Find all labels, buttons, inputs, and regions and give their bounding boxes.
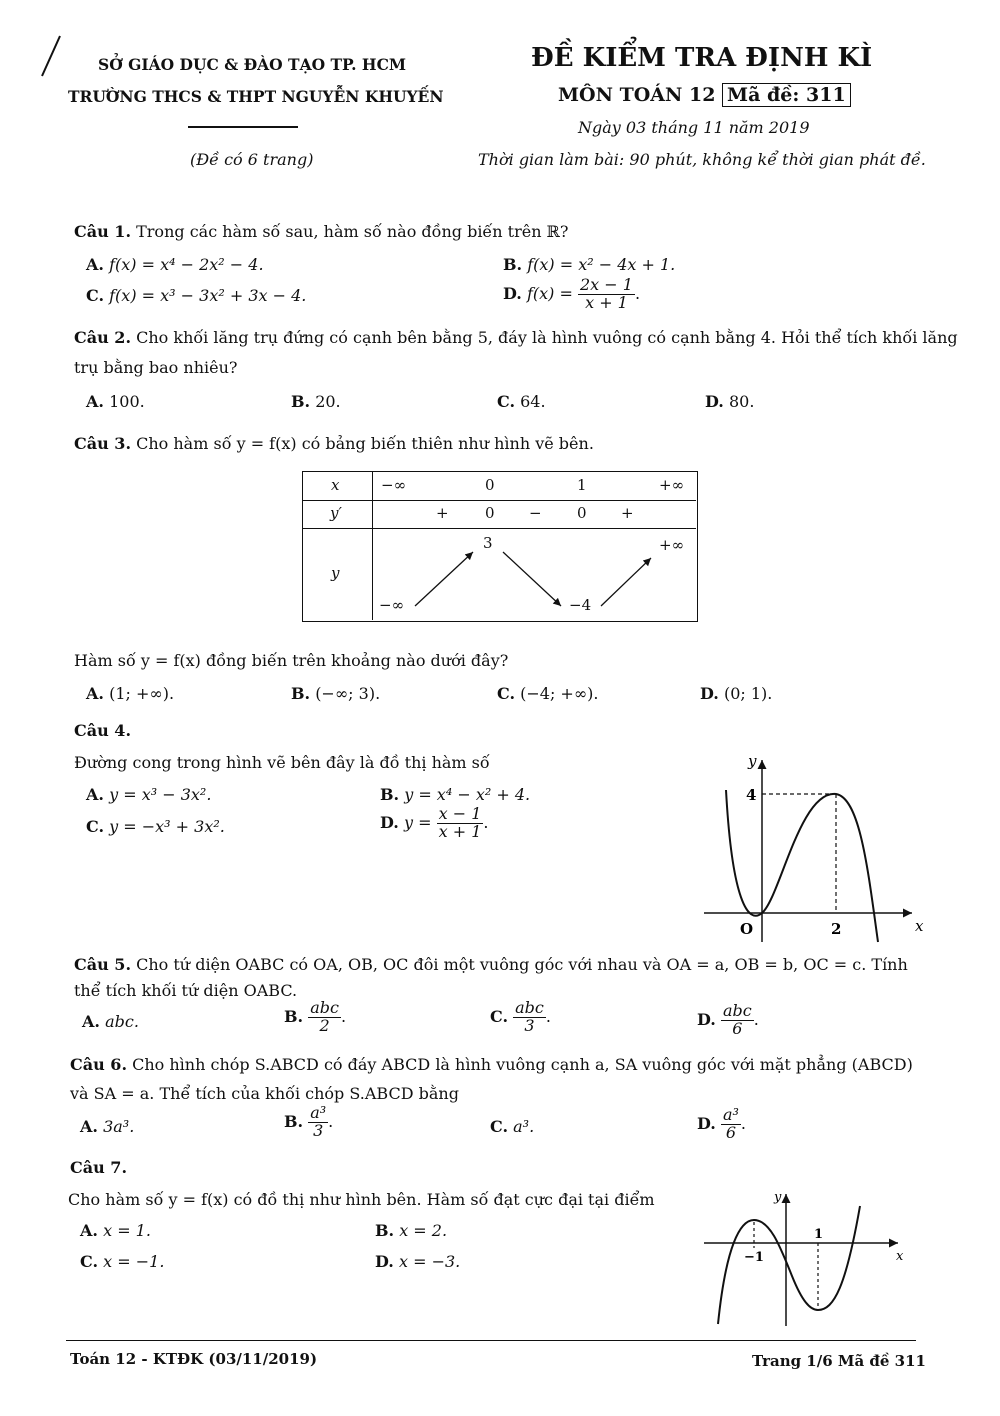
option-value: f(x) = x⁴ − 2x² − 4. <box>109 255 264 274</box>
header-divider <box>188 126 298 128</box>
sign-value: + <box>621 504 634 522</box>
question-7-label: Câu 7. <box>70 1158 128 1177</box>
q3-option-d: D. (0; 1). <box>700 684 773 703</box>
option-value: f(x) = x² − 4x + 1. <box>527 255 676 274</box>
y-value: −4 <box>569 596 592 614</box>
department-name: SỞ GIÁO DỤC & ĐÀO TẠO TP. HCM <box>98 55 407 74</box>
x-value: 0 <box>485 476 495 494</box>
x-value: +∞ <box>659 476 685 494</box>
question-text: Trong các hàm số sau, hàm số nào đồng biến trên ℝ? <box>136 222 569 241</box>
footer-left: Toán 12 - KTĐK (03/11/2019) <box>70 1350 318 1368</box>
y-value: 3 <box>483 534 493 552</box>
q4-option-b: B. y = x⁴ − x² + 4. <box>380 785 531 804</box>
x-value: 1 <box>577 476 587 494</box>
q4-option-c: C. y = −x³ + 3x². <box>86 817 225 836</box>
exam-date: Ngày 03 tháng 11 năm 2019 <box>578 118 810 137</box>
question-5 <box>74 955 908 974</box>
option-letter: D. <box>503 283 522 303</box>
table-yprime-label: y′ <box>330 504 342 522</box>
question-6 <box>70 1055 913 1074</box>
q5-option-d: D. $\frac{\text{abc}}{6}$ . <box>697 1001 759 1038</box>
fraction: $\frac{2x - 1}{x + 1}$ <box>579 275 633 312</box>
graph-tick-y: 4 <box>746 786 757 804</box>
school-name: TRƯỜNG THCS & THPT NGUYỄN KHUYẾN <box>68 87 444 106</box>
option-value: f(x) = x³ − 3x² + 3x − 4. <box>109 286 307 305</box>
exam-code-box: Mã đề: 311 <box>722 83 851 107</box>
pen-mark <box>36 34 66 80</box>
graph-tick-neg: −1 <box>744 1250 764 1265</box>
table-x-label: x <box>331 476 340 494</box>
q2-option-b: B. 20. <box>291 392 341 411</box>
q1-option-b <box>503 255 675 274</box>
graph-tick-x: 2 <box>831 920 842 938</box>
q6-option-a: A. 3a³. <box>80 1117 135 1136</box>
question-text: Cho hàm số y = f(x) có đồ thị như hình bên. Hàm số đạt cực đại tại điểm <box>68 1190 655 1209</box>
graph-tick-pos: 1 <box>814 1227 824 1242</box>
option-letter: B. <box>503 255 523 274</box>
variation-arrows <box>303 528 696 620</box>
graph-x-label: x <box>915 917 924 935</box>
q7-option-a: A. x = 1. <box>80 1221 151 1240</box>
option-letter: A. <box>86 255 104 274</box>
question-label: Câu 2. <box>74 328 132 347</box>
q3-question: Hàm số y = f(x) đồng biến trên khoảng nào dưới đây? <box>74 651 509 670</box>
graph-y-label: y <box>748 752 757 770</box>
q6-option-c: C. a³. <box>490 1117 535 1136</box>
graph-origin-label: O <box>740 920 754 938</box>
question-text-cont: trụ bằng bao nhiêu? <box>74 358 238 377</box>
q3-option-c: C. (−4; +∞). <box>497 684 599 703</box>
subject-label: MÔN TOÁN 12 <box>558 84 716 106</box>
question-text: Cho hàm số y = f(x) có bảng biến thiên như hình vẽ bên. <box>136 434 594 453</box>
question-1 <box>74 222 568 241</box>
q5-option-a: A. abc. <box>82 1012 139 1031</box>
y-value: +∞ <box>659 536 685 554</box>
graph-y-label: y <box>774 1190 782 1205</box>
question-text-cont: và SA = a. Thể tích của khối chóp S.ABCD bằng <box>70 1084 459 1103</box>
q1-option-c <box>86 286 306 305</box>
q4-option-a: A. y = x³ − 3x². <box>86 785 212 804</box>
q7-graph <box>700 1186 915 1331</box>
q4-graph <box>700 750 930 950</box>
sign-value: 0 <box>577 504 587 522</box>
q3-option-a: A. (1; +∞). <box>86 684 175 703</box>
pages-note: (Đề có 6 trang) <box>190 150 314 169</box>
question-label: Câu 6. <box>70 1055 128 1074</box>
q5-option-c: C. $\frac{\text{abc}}{3}$ . <box>490 998 551 1035</box>
option-letter: C. <box>86 286 105 305</box>
q2-option-d: D. 80. <box>705 392 755 411</box>
question-text: Cho tứ diện OABC có OA, OB, OC đôi một vuông góc với nhau và OA = a, OB = b, OC = c. Tính <box>136 955 908 974</box>
q3-option-b: B. (−∞; 3). <box>291 684 381 703</box>
q5-option-b: B. $\frac{\text{abc}}{2}$ . <box>284 998 347 1035</box>
question-label: Câu 3. <box>74 434 132 453</box>
question-text-cont: thể tích khối tứ diện OABC. <box>74 981 298 1000</box>
q6-option-d: D. $\frac{\text{a³}}{6}$ . <box>697 1105 747 1142</box>
q1-option-d: D. f(x) = $\frac{2x - 1}{x + 1}$ . <box>503 275 641 312</box>
option-value: f(x) = <box>526 283 573 303</box>
q7-option-c: C. x = −1. <box>80 1252 165 1271</box>
exam-duration: Thời gian làm bài: 90 phút, không kể thời gian phát đề. <box>478 150 926 169</box>
sign-value: + <box>436 504 449 522</box>
q2-option-a: A. 100. <box>86 392 145 411</box>
q7-option-d: D. x = −3. <box>375 1252 461 1271</box>
variation-table <box>302 471 698 622</box>
question-label: Câu 1. <box>74 222 132 241</box>
question-4-label: Câu 4. <box>74 721 132 740</box>
question-3 <box>74 434 594 453</box>
y-value: −∞ <box>379 596 405 614</box>
fraction: $\frac{x - 1}{x + 1}$ <box>438 804 482 841</box>
graph-x-label: x <box>896 1249 904 1264</box>
q1-option-a <box>86 255 264 274</box>
sign-value: − <box>529 504 542 522</box>
q7-option-b: B. x = 2. <box>375 1221 448 1240</box>
q6-option-b: B. $\frac{\text{a³}}{3}$ . <box>284 1103 334 1140</box>
question-text: Cho hình chóp S.ABCD có đáy ABCD là hình vuông cạnh a, SA vuông góc với mặt phẳng (ABCD) <box>132 1055 913 1074</box>
exam-title: ĐỀ KIỂM TRA ĐỊNH KÌ <box>531 43 873 73</box>
footer-page-number: Trang 1/6 Mã đề 311 <box>752 1352 926 1370</box>
sign-value: 0 <box>485 504 495 522</box>
q4-option-d: D. y = $\frac{x - 1}{x + 1}$ . <box>380 804 489 841</box>
question-2 <box>74 328 958 347</box>
q2-option-c: C. 64. <box>497 392 546 411</box>
footer-divider <box>66 1340 916 1341</box>
table-y-label: y <box>331 564 340 582</box>
question-text: Đường cong trong hình vẽ bên đây là đồ thị hàm số <box>74 753 490 772</box>
question-text: Cho khối lăng trụ đứng có cạnh bên bằng 5, đáy là hình vuông có cạnh bằng 4. Hỏi thể tích khối lăng <box>136 328 958 347</box>
x-value: −∞ <box>381 476 407 494</box>
question-label: Câu 5. <box>74 955 132 974</box>
